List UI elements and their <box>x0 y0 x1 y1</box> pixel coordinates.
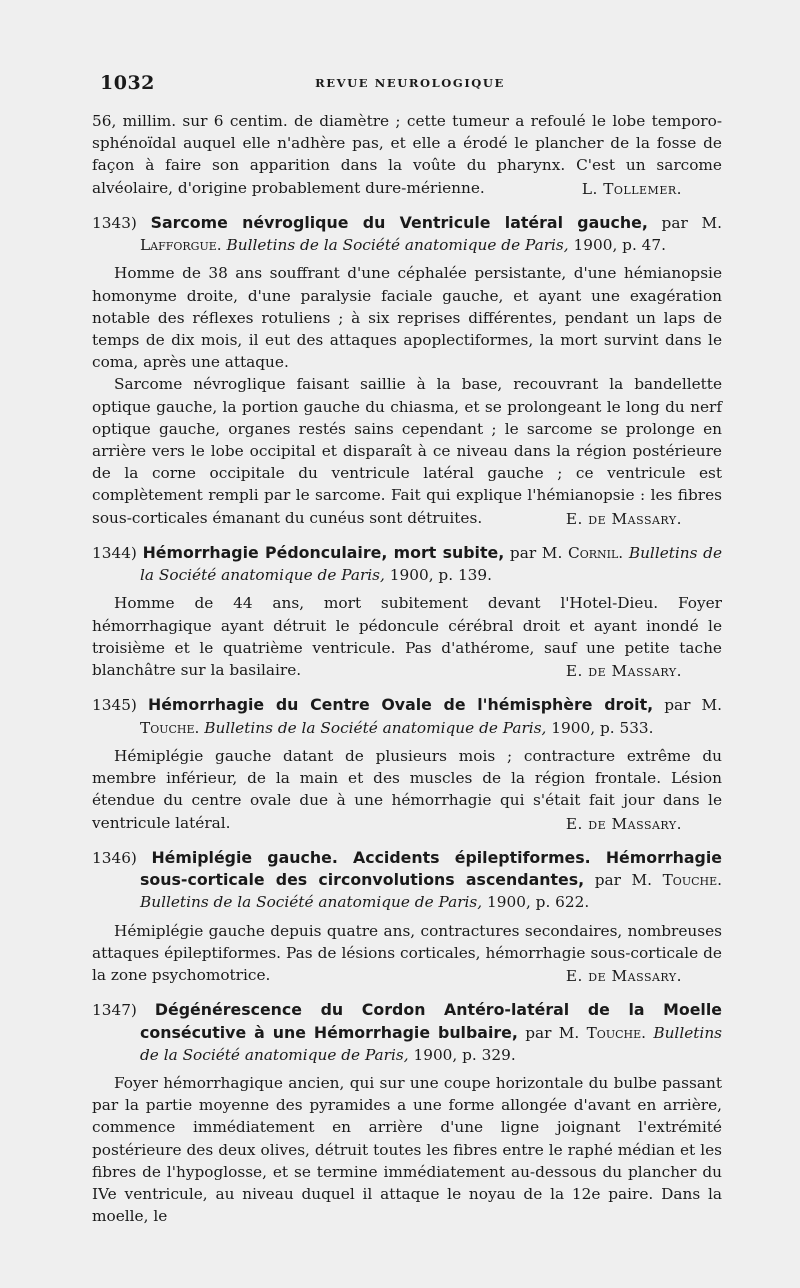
signature: E. de Massary. <box>565 509 682 528</box>
entry-by: par M. <box>594 871 653 890</box>
entry-reference: 1900, p. 329. <box>413 1045 516 1064</box>
entry-author: Cornil. <box>568 544 624 563</box>
entry-author: Touche. <box>662 871 722 890</box>
entry-number: 1346) <box>92 848 137 867</box>
entry-paragraph: Homme de 38 ans souffrant d'une céphalée persistante, d'une hémianopsie homonyme droite, d'une paralysie faciale gauche, et ayant une exagération notable des réflexes rotuliens ; à six reprises différentes, pendant un laps de temps de dix mois, il eut des attaques apoplectiformes, la mort survint dans le coma, après une attaque. <box>92 264 722 372</box>
entry-number: 1344) <box>92 544 137 563</box>
entry-author: Touche. <box>586 1023 647 1042</box>
entry-journal: Bulletins de la Société anatomique de Paris, <box>226 236 569 255</box>
running-title: REVUE NEUROLOGIQUE <box>315 76 505 90</box>
entry-author: Touche. <box>140 718 200 737</box>
abstract-entry <box>92 999 722 1227</box>
signature: E. de Massary. <box>565 967 682 986</box>
abstract-entry <box>92 212 722 530</box>
page-header <box>100 72 720 98</box>
entry-heading: Sarcome névroglique du Ventricule latéral gauche, <box>150 213 648 233</box>
entry-title <box>92 847 722 914</box>
entry-by: par M. <box>661 214 722 233</box>
entry-number: 1343) <box>92 214 137 233</box>
entry-number: 1347) <box>92 1001 137 1020</box>
entry-journal: Bulletins de la Société anatomique de Paris, <box>140 1023 723 1064</box>
page-number: 1032 <box>100 72 155 94</box>
entry-title <box>92 212 722 256</box>
entry-journal: Bulletins de la Société anatomique de Paris, <box>140 544 723 585</box>
abstract-entry <box>92 847 722 987</box>
page-body <box>92 110 722 1227</box>
entry-by: par M. <box>525 1023 580 1042</box>
entry-title <box>92 542 722 586</box>
entry-title <box>92 694 722 738</box>
entry-by: par M. <box>509 544 563 563</box>
entry-journal: Bulletins de la Société anatomique de Paris, <box>140 893 483 912</box>
entry-heading: Hémiplégie gauche. Accidents épileptiformes. Hémorrhagie sous-corticale des circonvolutions ascendantes, <box>140 847 722 890</box>
entry-heading: Hémorrhagie Pédonculaire, mort subite, <box>142 543 505 563</box>
entry-paragraph: Sarcome névroglique faisant saillie à la base, recouvrant la bandellette optique gauche, la portion gauche du chiasma, et se prolongeant le long du nerf optique gauche, organes restés sains cependant ; le sarcome se prolonge en arrière vers le lobe occipital et disparaît à ce niveau dans la région postérieure de la corne occipitale du ventricule latéral gauche ; ce ventricule est complètement rempli par le sarcome. Fait qui explique l'hémianopsie : les fibres sous-corticales émanant du cunéus sont détruites. <box>92 375 722 527</box>
signature: E. de Massary. <box>565 662 682 681</box>
entry-journal: Bulletins de la Société anatomique de Paris, <box>204 718 547 737</box>
entry-reference: 1900, p. 622. <box>487 893 590 912</box>
entry-author: Lafforgue. <box>140 236 222 255</box>
continuation-paragraph: 56, millim. sur 6 centim. de diamètre ; cette tumeur a refoulé le lobe temporo-sphénoïdal auquel elle n'adhère pas, et elle a érodé le plancher de la fosse de façon à faire son apparition dans la voûte du pharynx. C'est un sarcome alvéolaire, d'origine probablement dure-mérienne. <box>92 112 722 197</box>
entry-paragraph: Foyer hémorrhagique ancien, qui sur une coupe horizontale du bulbe passant par la partie moyenne des pyramides a une forme allongée d'avant en arrière, commence immédiatement en arrière d'une ligne joignant l'extrémité postérieure des deux olives, détruit toutes les fibres entre le raphé médian et les fibres de l'hypoglosse, et se termine immédiatement au-dessous du plancher du IVe ventricule, au niveau duquel il attaque le noyau de la 12e paire. Dans la moelle, le <box>92 1073 722 1226</box>
entry-reference: 1900, p. 533. <box>551 718 654 737</box>
entry-heading: Dégénérescence du Cordon Antéro-latéral de la Moelle consécutive à une Hémorrhagie bulbaire, <box>140 1000 722 1042</box>
entry-reference: 1900, p. 139. <box>389 566 493 585</box>
entry-heading: Hémorrhagie du Centre Ovale de l'hémisphère droit, <box>147 695 654 715</box>
entry-by: par M. <box>664 696 723 715</box>
entry-paragraph: Homme de 44 ans, mort subitement devant l'Hotel-Dieu. Foyer hémorrhagique ayant détruit le pédoncule cérébral droit et ayant inondé le troisième et le quatrième ventricule. Pas d'athérome, sauf une petite tache blanchâtre sur la basilaire. <box>92 594 722 680</box>
entry-title <box>92 999 722 1066</box>
entry-paragraph: Hémiplégie gauche depuis quatre ans, contractures secondaires, nombreuses attaques épileptiformes. Pas de lésions corticales, hémorrhagie sous-corticale de la zone psychomotrice. <box>92 921 722 984</box>
entry-reference: 1900, p. 47. <box>573 236 667 255</box>
entry-paragraph: Hémiplégie gauche datant de plusieurs mois ; contracture extrême du membre inférieur, de la main et des muscles de la région frontale. Lésion étendue du centre ovale due à une hémorrhagie qui s'était fait jour dans le ventricule latéral. <box>92 746 722 832</box>
entry-number: 1345) <box>92 696 137 715</box>
abstract-entry <box>92 542 722 682</box>
signature: E. de Massary. <box>565 814 682 833</box>
signature: L. Tollemer. <box>581 179 682 198</box>
abstract-entry <box>92 694 722 834</box>
